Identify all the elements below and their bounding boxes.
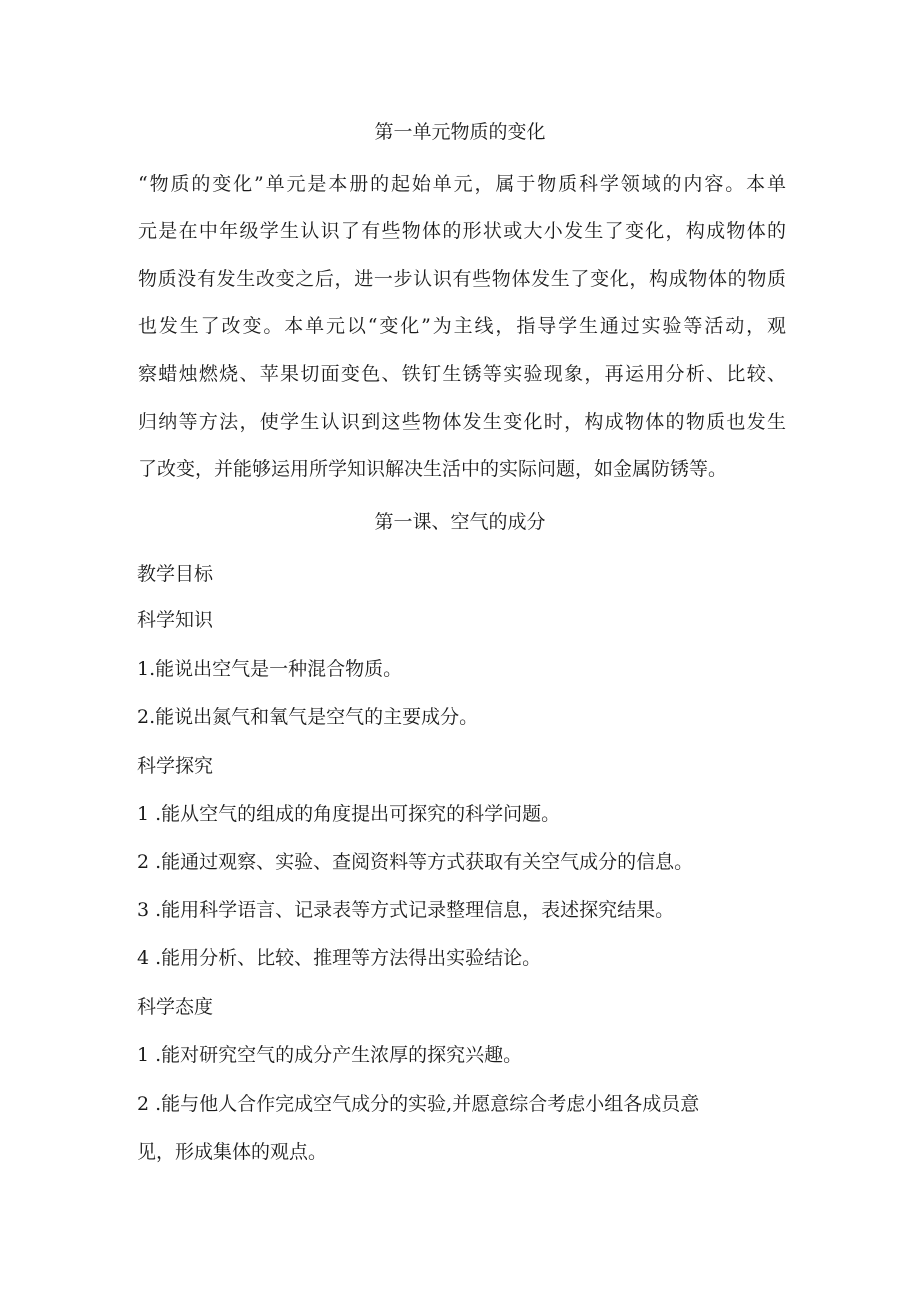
inquiry-item-4: 4 .能用分析、比较、推理等方法得出实验结论。 bbox=[137, 947, 542, 969]
attitude-item-1: 1 .能对研究空气的成分产生浓厚的探究兴趣。 bbox=[137, 1044, 523, 1066]
intro-line-7: 了改变，并能够运用所学知识解决生活中的实际问题，如金属防锈等。 bbox=[138, 458, 728, 480]
intro-line-4: 也发生了改变。本单元以“变化”为主线，指导学生通过实验等活动，观 bbox=[138, 315, 786, 337]
knowledge-item-1: 1.能说出空气是一种混合物质。 bbox=[137, 658, 403, 680]
knowledge-item-2: 2.能说出氮气和氧气是空气的主要成分。 bbox=[137, 706, 479, 728]
unit-title: 第一单元物质的变化 bbox=[374, 121, 546, 143]
inquiry-heading: 科学探究 bbox=[137, 755, 214, 777]
knowledge-heading: 科学知识 bbox=[137, 609, 214, 631]
inquiry-item-3: 3 .能用科学语言、记录表等方式记录整理信息，表述探究结果。 bbox=[137, 899, 675, 921]
attitude-heading: 科学态度 bbox=[137, 996, 214, 1018]
attitude-item-2: 2 .能与他人合作完成空气成分的实验,并愿意综合考虑小组各成员意 bbox=[137, 1093, 700, 1115]
intro-line-1: “物质的变化”单元是本册的起始单元，属于物质科学领域的内容。本单 bbox=[138, 173, 786, 195]
intro-line-6: 归纳等方法，使学生认识到这些物体发生变化时，构成物体的物质也发生 bbox=[138, 411, 786, 433]
attitude-item-2-continued: 见，形成集体的观点。 bbox=[137, 1141, 328, 1163]
lesson-title: 第一课、空气的成分 bbox=[374, 511, 546, 533]
objectives-heading: 教学目标 bbox=[137, 563, 214, 585]
intro-line-3: 物质没有发生改变之后，进一步认识有些物体发生了变化，构成物体的物质 bbox=[138, 268, 786, 290]
inquiry-item-2: 2 .能通过观察、实验、查阅资料等方式获取有关空气成分的信息。 bbox=[137, 851, 694, 873]
intro-line-2: 元是在中年级学生认识了有些物体的形状或大小发生了变化，构成物体的 bbox=[138, 220, 786, 242]
intro-line-5: 察蜡烛燃烧、苹果切面变色、铁钉生锈等实验现象，再运用分析、比较、 bbox=[138, 363, 786, 385]
inquiry-item-1: 1 .能从空气的组成的角度提出可探究的科学问题。 bbox=[137, 803, 561, 825]
